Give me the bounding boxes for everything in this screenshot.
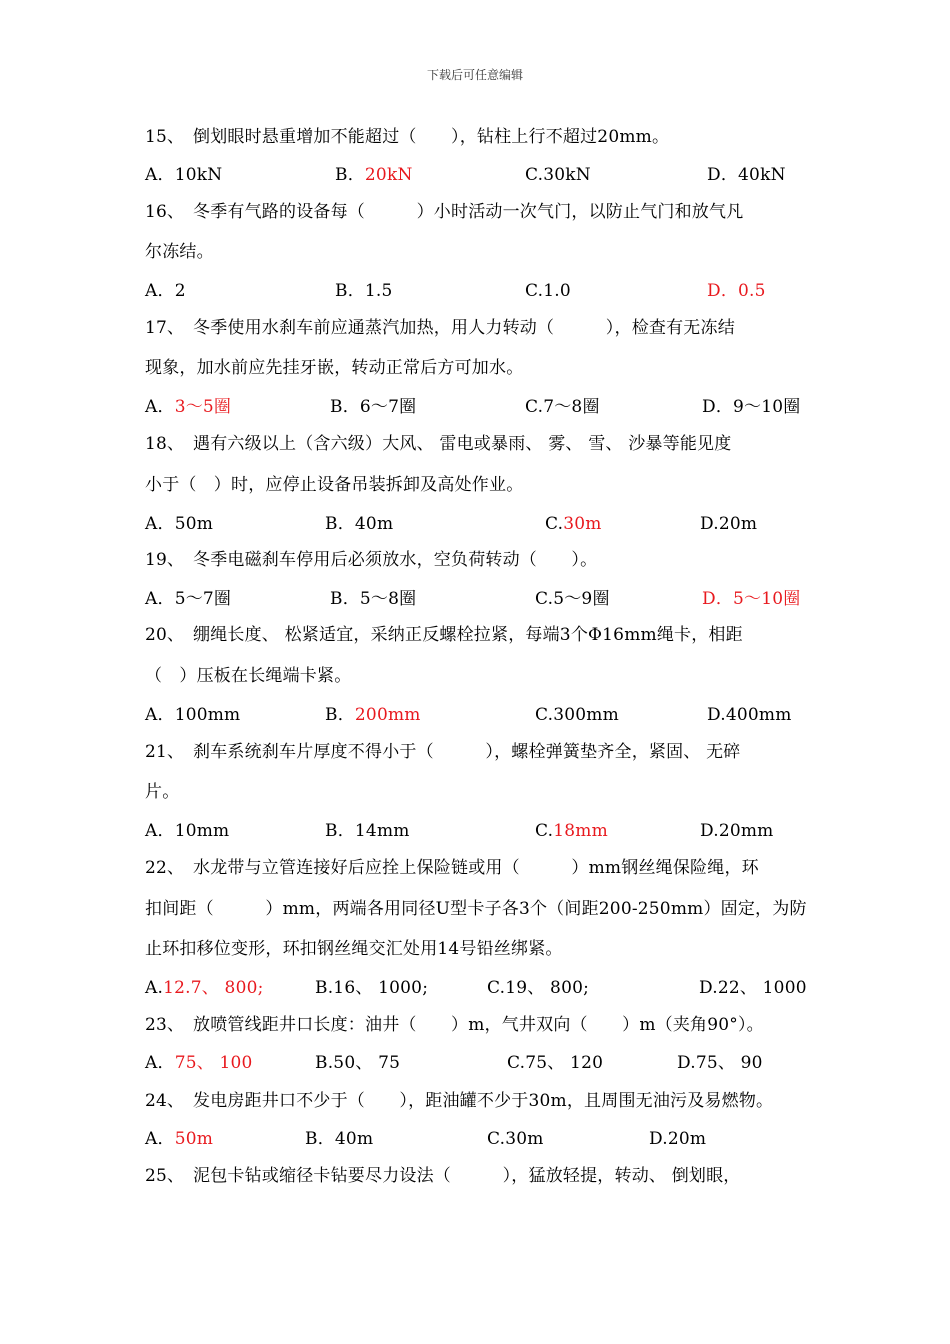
option-letter: D. <box>677 1053 696 1073</box>
question-text: 绷绳长度、 松紧适宜，采纳正反螺栓拉紧，每端3个Φ16mm绳卡，相距 <box>193 625 743 645</box>
answer-option <box>707 704 792 726</box>
option-letter: D. <box>649 1129 668 1149</box>
option-text: 75、 120 <box>525 1053 604 1073</box>
option-letter: D. <box>699 978 718 998</box>
question-text: 冬季使用水刹车前应通蒸汽加热，用人力转动（ ），检查有无冻结 <box>193 318 735 338</box>
answer-option <box>702 396 800 418</box>
question-number: 16、 <box>145 202 185 222</box>
answer-option <box>315 1052 400 1074</box>
answer-option <box>335 280 393 302</box>
option-text: 1.0 <box>543 281 571 301</box>
option-letter: A． <box>145 397 175 417</box>
answer-option <box>677 1052 763 1074</box>
option-text: 50、 75 <box>333 1053 401 1073</box>
answer-option <box>145 977 264 999</box>
question-text: 发电房距井口不少于（ ），距油罐不少于30m，且周围无油污及易燃物。 <box>193 1091 774 1111</box>
question-text: 小于（ ）时，应停止设备吊装拆卸及高处作业。 <box>145 475 524 495</box>
answer-option <box>702 588 800 610</box>
option-text: 400mm <box>725 705 792 725</box>
option-text: 22、 1000 <box>717 978 807 998</box>
answer-option <box>145 1128 213 1150</box>
option-letter: D． <box>702 397 734 417</box>
answer-option <box>535 704 619 726</box>
question-stem-continued <box>145 938 815 960</box>
option-letter: D. <box>700 821 719 841</box>
question-stem <box>145 1165 815 1187</box>
answer-option <box>330 396 416 418</box>
answer-option <box>707 280 766 302</box>
question-stem-continued <box>145 241 815 263</box>
answer-option <box>325 704 421 726</box>
option-row <box>145 1052 815 1074</box>
option-letter: B． <box>335 165 365 185</box>
option-letter: B． <box>325 705 355 725</box>
option-text: 5～8圈 <box>359 589 417 609</box>
question-text: 尔冻结。 <box>145 242 214 262</box>
option-letter: B． <box>325 514 355 534</box>
option-letter: C. <box>545 514 564 534</box>
answer-option <box>145 704 240 726</box>
question-text: 现象，加水前应先挂牙嵌，转动正常后方可加水。 <box>145 358 524 378</box>
answer-option <box>145 396 231 418</box>
option-letter: B． <box>335 281 365 301</box>
question-text: 片。 <box>145 782 180 802</box>
option-text: 300mm <box>553 705 619 725</box>
option-text: 30m <box>505 1129 544 1149</box>
question-text: 止环扣移位变形，环扣钢丝绳交汇处用14号铅丝绑紧。 <box>145 939 563 959</box>
option-letter: B． <box>305 1129 335 1149</box>
option-row <box>145 820 815 842</box>
option-text: 2 <box>174 281 186 301</box>
correct-answer-text: 3～5圈 <box>174 397 232 417</box>
answer-option <box>535 820 608 842</box>
answer-option <box>525 280 571 302</box>
option-letter: B． <box>330 397 360 417</box>
question-text: 水龙带与立管连接好后应拴上保险链或用（ ）mm钢丝绳保险绳，环 <box>193 858 759 878</box>
option-letter: C. <box>487 1129 506 1149</box>
option-text: 75、 90 <box>695 1053 763 1073</box>
option-text: 20m <box>667 1129 707 1149</box>
option-text: 19、 800; <box>505 978 590 998</box>
option-letter: A． <box>145 821 175 841</box>
question-number: 24、 <box>145 1091 185 1111</box>
page-header: 下载后可任意编辑 <box>426 68 523 82</box>
question-number: 17、 <box>145 318 185 338</box>
answer-option <box>545 513 602 535</box>
answer-option <box>649 1128 706 1150</box>
option-text: 10mm <box>174 821 230 841</box>
correct-answer-text: 18mm <box>553 821 608 841</box>
option-letter: A． <box>145 589 175 609</box>
option-letter: D. <box>700 514 719 534</box>
option-letter: C. <box>535 705 554 725</box>
question-stem <box>145 624 815 646</box>
option-letter: A． <box>145 281 175 301</box>
option-letter: A． <box>145 1053 175 1073</box>
question-stem <box>145 1090 815 1112</box>
answer-option <box>325 513 393 535</box>
option-text: 1.5 <box>364 281 393 301</box>
option-letter: B. <box>315 978 334 998</box>
question-number: 19、 <box>145 550 185 570</box>
question-number: 21、 <box>145 742 185 762</box>
answer-option <box>330 588 416 610</box>
question-stem <box>145 741 815 763</box>
answer-option <box>145 820 229 842</box>
option-letter: C. <box>525 397 544 417</box>
question-number: 20、 <box>145 625 185 645</box>
question-number: 15、 <box>145 127 185 147</box>
option-letter: C. <box>525 165 544 185</box>
question-text: （ ）压板在长绳端卡紧。 <box>145 666 352 686</box>
option-row <box>145 396 815 418</box>
answer-option <box>700 820 774 842</box>
option-letter: A． <box>145 1129 175 1149</box>
correct-answer-text: 200mm <box>354 705 421 725</box>
question-stem <box>145 1014 815 1036</box>
question-stem-continued <box>145 665 815 687</box>
option-text: 100mm <box>174 705 241 725</box>
question-stem <box>145 126 815 148</box>
option-text: 20m <box>718 514 758 534</box>
option-text: 9～10圈 <box>733 397 801 417</box>
correct-answer-text: 30m <box>563 514 602 534</box>
correct-answer-text: 0.5 <box>738 281 766 301</box>
correct-answer-text: 50m <box>174 1129 214 1149</box>
option-letter: D. <box>707 705 726 725</box>
option-letter: C. <box>507 1053 526 1073</box>
option-row <box>145 977 815 999</box>
option-letter: D． <box>702 589 734 609</box>
question-number: 22、 <box>145 858 185 878</box>
answer-option <box>315 977 428 999</box>
option-text: 5～7圈 <box>174 589 232 609</box>
option-letter: A． <box>145 514 175 534</box>
option-text: 20mm <box>718 821 774 841</box>
option-row <box>145 513 815 535</box>
option-text: 50m <box>174 514 214 534</box>
question-number: 18、 <box>145 434 185 454</box>
question-text: 泥包卡钻或缩径卡钻要尽力设法（ ），猛放轻提，转动、 倒划眼， <box>193 1166 741 1186</box>
option-letter: A． <box>145 165 175 185</box>
option-row <box>145 164 815 186</box>
question-text: 倒划眼时悬重增加不能超过（ ），钻柱上行不超过20mm。 <box>193 127 670 147</box>
option-text: 14mm <box>354 821 410 841</box>
answer-option <box>145 513 213 535</box>
answer-option <box>535 588 610 610</box>
question-number: 23、 <box>145 1015 185 1035</box>
option-row <box>145 280 815 302</box>
question-text: 刹车系统刹车片厚度不得小于（ ），螺栓弹簧垫齐全，紧固、 无碎 <box>193 742 741 762</box>
question-stem-continued <box>145 357 815 379</box>
answer-option <box>335 164 413 186</box>
option-text: 5～9圈 <box>553 589 610 609</box>
question-stem <box>145 201 815 223</box>
answer-option <box>145 588 231 610</box>
answer-option <box>145 164 222 186</box>
answer-option <box>487 1128 544 1150</box>
option-text: 16、 1000; <box>333 978 429 998</box>
question-number: 25、 <box>145 1166 185 1186</box>
question-text: 冬季电磁刹车停用后必须放水，空负荷转动（ ）。 <box>193 550 598 570</box>
question-stem-continued <box>145 781 815 803</box>
answer-option <box>305 1128 373 1150</box>
question-stem <box>145 317 815 339</box>
option-letter: A． <box>145 705 175 725</box>
answer-option <box>525 164 591 186</box>
correct-answer-text: 20kN <box>364 165 413 185</box>
option-text: 40kN <box>738 165 786 185</box>
answer-option <box>145 280 186 302</box>
correct-answer-text: 5～10圈 <box>733 589 801 609</box>
option-text: 10kN <box>174 165 223 185</box>
option-text: 7～8圈 <box>543 397 600 417</box>
question-text: 扣间距（ ）mm，两端各用同径U型卡子各3个（间距200-250mm）固定，为防 <box>145 899 807 919</box>
answer-option <box>487 977 589 999</box>
option-text: 40m <box>334 1129 374 1149</box>
answer-option <box>325 820 410 842</box>
option-letter: B． <box>330 589 360 609</box>
option-letter: D． <box>707 281 739 301</box>
option-text: 6～7圈 <box>359 397 417 417</box>
answer-option <box>145 1052 253 1074</box>
question-stem <box>145 857 815 879</box>
option-text: 30kN <box>543 165 591 185</box>
option-letter: B. <box>315 1053 334 1073</box>
option-letter: C. <box>535 589 554 609</box>
question-text: 放喷管线距井口长度：油井（ ）m，气井双向（ ）m（夹角90°）。 <box>193 1015 764 1035</box>
answer-option <box>699 977 807 999</box>
question-text: 遇有六级以上（含六级）大风、 雷电或暴雨、 雾、 雪、 沙暴等能见度 <box>193 434 732 454</box>
question-text: 冬季有气路的设备每（ ）小时活动一次气门，以防止气门和放气凡 <box>193 202 744 222</box>
option-letter: C. <box>487 978 506 998</box>
option-letter: C. <box>535 821 554 841</box>
option-letter: D． <box>707 165 739 185</box>
option-row <box>145 588 815 610</box>
option-text: 40m <box>354 514 394 534</box>
answer-option <box>525 396 600 418</box>
question-stem-continued <box>145 898 815 920</box>
correct-answer-text: 12.7、 800; <box>163 978 264 998</box>
question-stem <box>145 549 815 571</box>
question-stem <box>145 433 815 455</box>
option-letter: B． <box>325 821 355 841</box>
option-row <box>145 704 815 726</box>
correct-answer-text: 75、 100 <box>174 1053 253 1073</box>
option-row <box>145 1128 815 1150</box>
answer-option <box>507 1052 603 1074</box>
option-letter: C. <box>525 281 544 301</box>
question-stem-continued <box>145 474 815 496</box>
answer-option <box>700 513 757 535</box>
answer-option <box>707 164 786 186</box>
option-letter: A. <box>145 978 164 998</box>
